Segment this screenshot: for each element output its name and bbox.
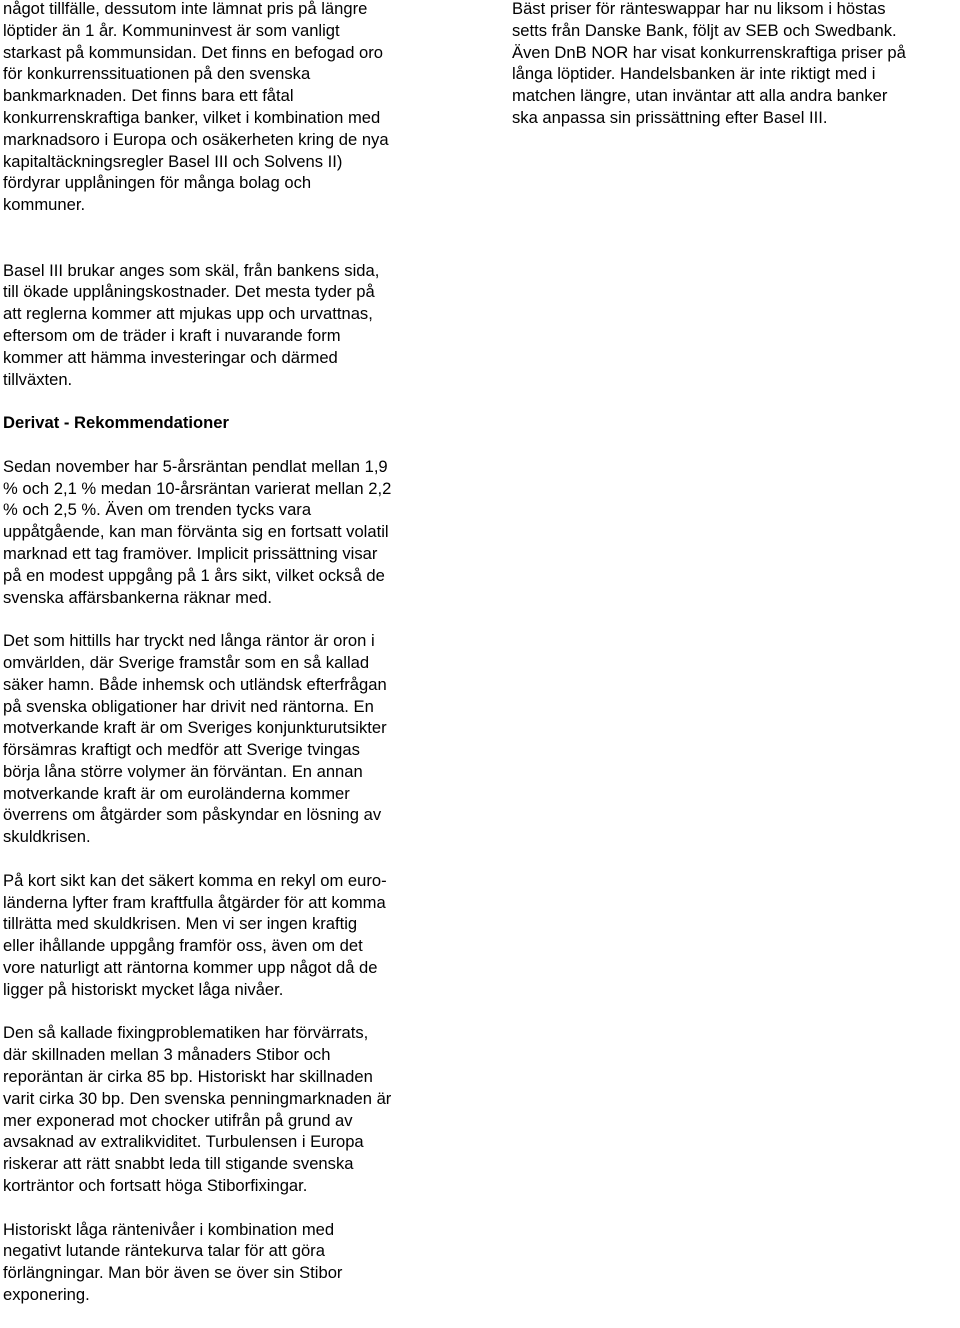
left-column	[3, 0, 449, 1328]
body-paragraph-fixing: Den så kallade fixingproblematiken har förvärrats, där skillnaden mellan 3 månaders Stibor och reporäntan är cirka 85 bp. Historiskt har skillnaden varit cirka 30 bp. Den svenska penningmarknaden är mer exponerad mot chocker utifrån på grund av avsaknad av extralikviditet. Turbulensen i Europa riskerar att rätt snabbt leda till stigande svenska korträntor och fortsatt höga Stiborfixingar.	[3, 1023, 392, 1196]
swap-prices-paragraph: Bäst priser för ränteswappar har nu liksom i höstas setts från Danske Bank, följt av SEB och Swedbank. Även DnB NOR har visat konkurrenskraftiga priser på långa löptider. Handelsbanken är inte riktigt med i matchen längre, utan inväntar att alla andra banker ska anpassa sin prissättning efter Basel III.	[512, 0, 906, 127]
body-paragraph-extensions: Historiskt låga räntenivåer i kombination med negativt lutande räntekurva talar för att göra förlängningar. Man bör även se över sin Stibor exponering.	[3, 1219, 343, 1305]
basel-paragraph: Basel III brukar anges som skäl, från bankens sida, till ökade upplåningskostnader. Det mesta tyder på att reglerna kommer att mjukas upp och urvattnas, eftersom om de träder i kraft i nuvarande form kommer att hämma investeringar och därmed tillväxten.	[3, 260, 380, 389]
body-paragraph-safe-haven: Det som hittills har tryckt ned långa räntor är oron i omvärlden, där Sverige framstår som en så kallad säker hamn. Både inhemsk och utländsk efterfrågan på svenska obligationer har drivit ned räntorna. En motverkande kraft är om Sveriges konjunkturutsikter försämras kraftigt och medför att Sverige tvingas börja låna större volymer än förväntan. En annan motverkande kraft är om euroländerna kommer överrens om åtgärder som påskyndar en lösning av skuldkrisen.	[3, 631, 387, 847]
body-paragraph-short-term: På kort sikt kan det säkert komma en rekyl om euro- länderna lyfter fram kraftfulla åtgärder för att komma tillrätta med skuldkrisen. Men vi ser ingen kraftig eller ihållande uppgång framför oss, även om det vore naturligt att räntorna kommer upp något då de ligger på historiskt mycket låga nivåer.	[3, 870, 387, 999]
body-paragraph-volatility: Sedan november har 5-årsräntan pendlat mellan 1,9 % och 2,1 % medan 10-årsräntan varierat mellan 2,2 % och 2,5 %. Även om trenden tycks vara uppåtgående, kan man förvänta sig en fortsatt volatil marknad ett tag framöver. Implicit prissättning visar på en modest uppgång på 1 års sikt, vilket också de svenska affärsbankerna räknar med.	[3, 456, 392, 607]
intro-paragraph: något tillfälle, dessutom inte lämnat pris på längre löptider än 1 år. Kommuninvest är som vanligt starkast på kommunsidan. Det finns en befogad oro för konkurrenssituationen på den svenska bankmarknaden. Det finns bara ett fåtal konkurrenskraftiga banker, vilket i kombination med marknadsoro i Europa och osäkerheten kring de nya kapitaltäckningsregler Basel III och Solvens II) fördyrar upplåningen för många bolag och kommuner.	[3, 0, 389, 215]
section-heading: Derivat - Rekommendationer	[3, 413, 229, 433]
right-column	[512, 0, 958, 151]
